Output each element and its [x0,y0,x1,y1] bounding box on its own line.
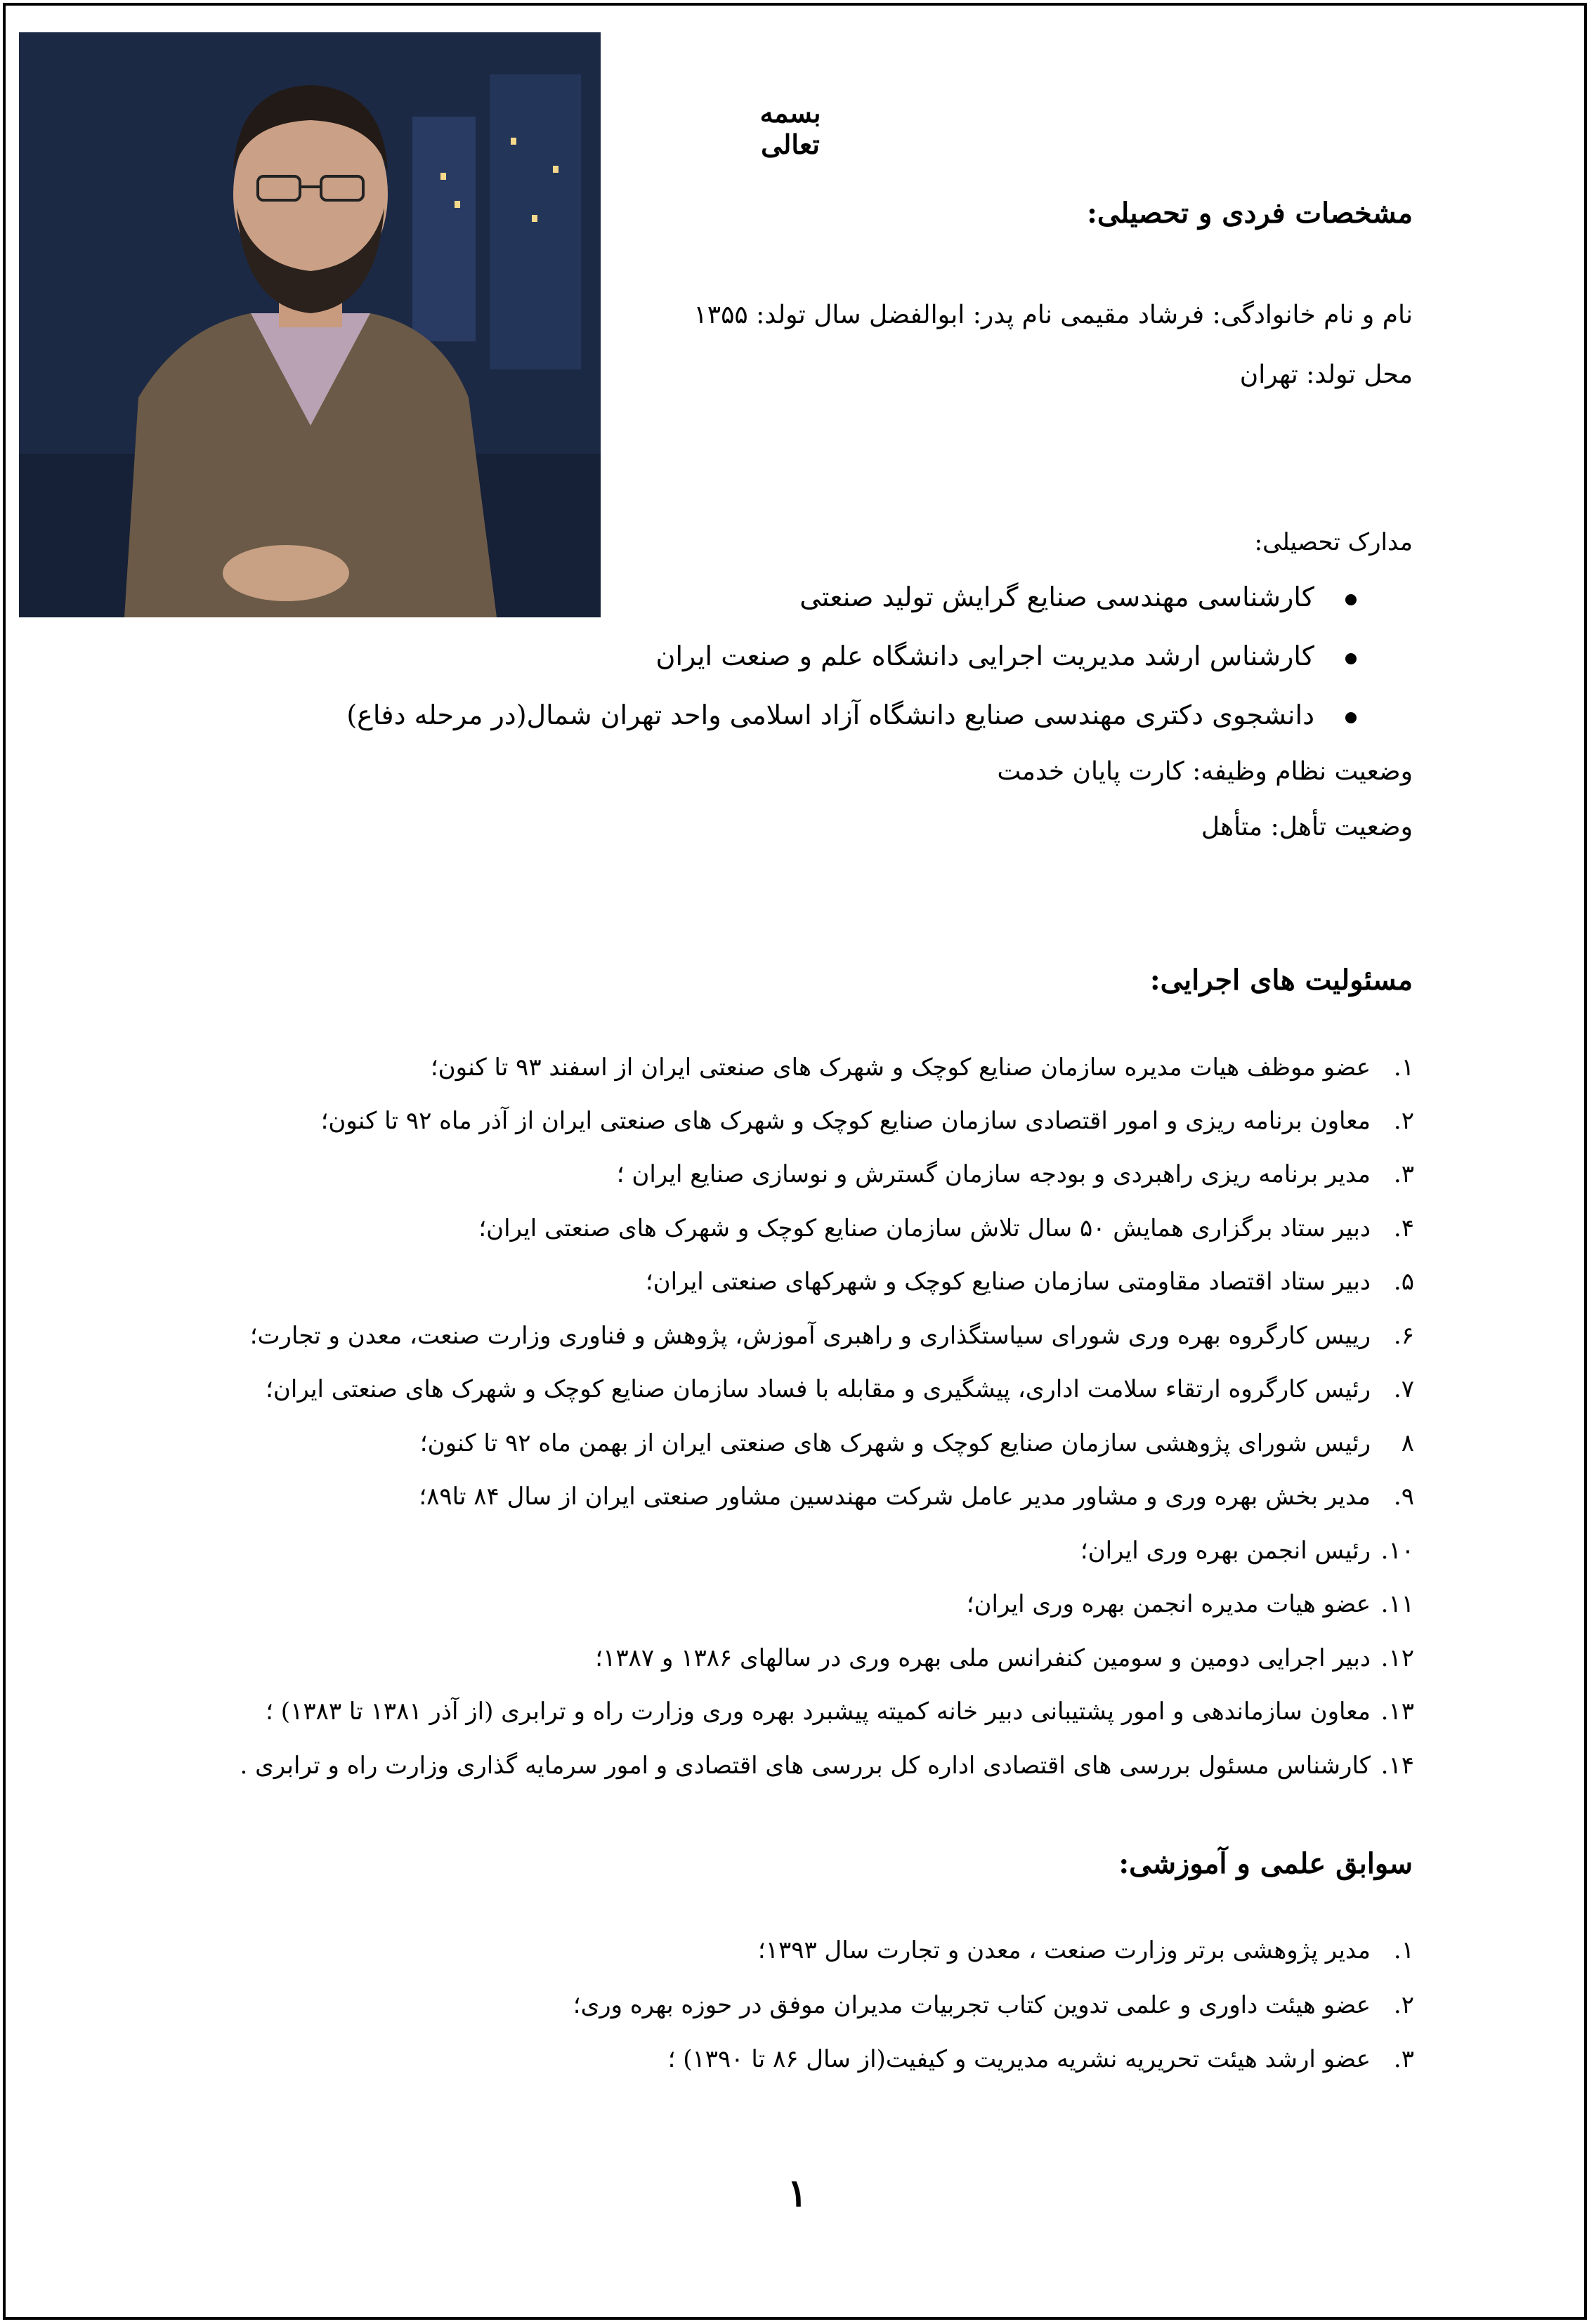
list-item: ۲. عضو هیئت داوری و علمی تدوین کتاب تجربیات مدیران موفق در حوزه بهره وری؛ [573,1991,1414,2019]
list-item: ۹. مدیر بخش بهره وری و مشاور مدیر عامل شرکت مهندسین مشاور صنعتی ایران از سال ۸۴ تا۸۹؛ [419,1483,1414,1511]
birthplace: محل تولد: تهران [1239,360,1413,389]
page-heading: بسمه تعالی [759,97,821,160]
bullet-icon [1345,712,1357,723]
section-title-personal: مشخصات فردی و تحصیلی: [1087,197,1413,230]
military-status: وضعیت نظام وظیفه: کارت پایان خدمت [997,757,1413,786]
page-number: ۱ [787,2170,808,2215]
list-item: ۱۰. رئیس انجمن بهره وری ایران؛ [1080,1537,1414,1565]
list-item: ۱. عضو موظف هیات مدیره سازمان صنایع کوچک و شهرک های صنعتی ایران از اسفند ۹۳ تا کنون؛ [430,1053,1414,1082]
education-label: مدارک تحصیلی: [1254,528,1413,556]
education-item: دانشجوی دکتری مهندسی صنایع دانشگاه آزاد اسلامی واحد تهران شمال(در مرحله دفاع) [346,700,1314,730]
list-item: ۱۱. عضو هیات مدیره انجمن بهره وری ایران؛ [966,1590,1414,1618]
list-item: ۱۲. دبیر اجرایی دومین و سومین کنفرانس ملی بهره وری در سالهای ۱۳۸۶ و ۱۳۸۷؛ [595,1644,1414,1672]
section-title-executive: مسئولیت های اجرایی: [1149,964,1413,997]
bullet-icon [1345,653,1357,664]
list-item: ۶. رییس کارگروه بهره وری شورای سیاستگذاری و راهبری آموزش، پژوهش و فناوری وزارت صنعت، معدن و تجارت؛ [249,1322,1414,1350]
list-item: ۴. دبیر ستاد برگزاری همایش ۵۰ سال تلاش سازمان صنایع کوچک و شهرک های صنعتی ایران؛ [478,1214,1414,1242]
bullet-icon [1345,594,1357,605]
section-title-academic: سوابق علمی و آموزشی: [1118,1847,1413,1880]
list-item: ۸ رئیس شورای پژوهشی سازمان صنایع کوچک و شهرک های صنعتی ایران از بهمن ماه ۹۲ تا کنون؛ [419,1429,1414,1457]
portrait-photo [19,32,601,617]
list-item: ۱. مدیر پژوهشی برتر وزارت صنعت ، معدن و تجارت سال ۱۳۹۳؛ [757,1936,1414,1964]
list-item: ۲. معاون برنامه ریزی و امور اقتصادی سازمان صنایع کوچک و شهرک های صنعتی ایران از آذر ماه ۹۲ تا کنون؛ [320,1107,1414,1135]
marital-status: وضعیت تأهل: متأهل [1201,813,1413,841]
list-item: ۱۳. معاون سازماندهی و امور پشتیبانی دبیر خانه کمیته پیشبرد بهره وری وزارت راه و ترابری (از آذر ۱۳۸۱ تا ۱۳۸۳) ؛ [266,1698,1414,1726]
list-item: ۳. عضو ارشد هیئت تحریریه نشریه مدیریت و کیفیت(از سال ۸۶ تا ۱۳۹۰) ؛ [667,2045,1414,2073]
education-item: کارشناس ارشد مدیریت اجرایی دانشگاه علم و صنعت ایران [656,641,1314,671]
list-item: ۷. رئیس کارگروه ارتقاء سلامت اداری، پیشگیری و مقابله با فساد سازمان صنایع کوچک و شهرک های صنعتی ایران؛ [266,1375,1414,1403]
name-line: نام و نام خانوادگی: فرشاد مقیمی نام پدر: ابوالفضل سال تولد: ۱۳۵۵ [693,301,1413,329]
education-item: کارشناسی مهندسی صنایع گرایش تولید صنعتی [799,582,1314,612]
list-item: ۳. مدیر برنامه ریزی راهبردی و بودجه سازمان گسترش و نوسازی صنایع ایران ؛ [616,1160,1414,1188]
list-item: ۱۴. کارشناس مسئول بررسی های اقتصادی اداره کل بررسی های اقتصادی و امور سرمایه گذاری وزارت راه و ترابری . [240,1752,1414,1780]
list-item: ۵. دبیر ستاد اقتصاد مقاومتی سازمان صنایع کوچک و شهرکهای صنعتی ایران؛ [645,1268,1414,1296]
